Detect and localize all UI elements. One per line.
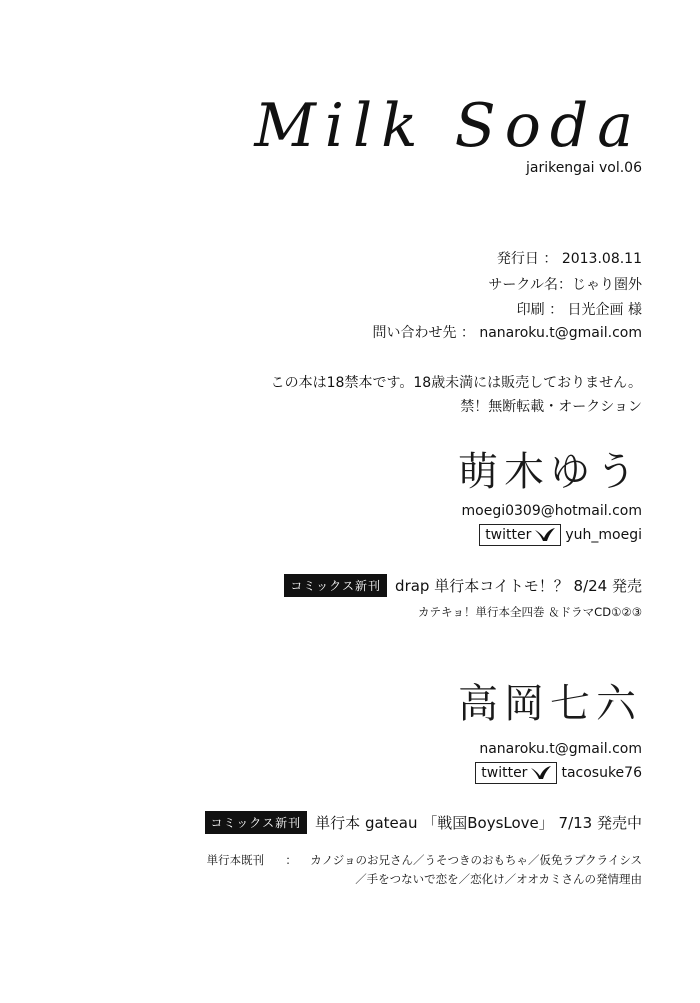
author-email: nanaroku.t@gmail.com bbox=[479, 741, 642, 757]
book-title: Milk Soda bbox=[254, 91, 642, 161]
twitter-row bbox=[475, 762, 642, 784]
colophon-sep: ： bbox=[549, 302, 564, 318]
colophon-printer bbox=[517, 299, 642, 319]
age-notice: この本は18禁本です。18歳未満には販売しておりません。 bbox=[270, 375, 642, 391]
author-name: 高岡七六 bbox=[458, 681, 642, 727]
twitter-label: twitter bbox=[485, 527, 532, 543]
author-email: moegi0309@hotmail.com bbox=[461, 503, 642, 519]
backlist-sep: ： bbox=[285, 853, 297, 867]
colophon-sep: ： bbox=[558, 277, 572, 293]
twitter-label: twitter bbox=[481, 765, 528, 781]
author-name: 萌木ゆう bbox=[458, 449, 642, 495]
colophon-label: サークル名 bbox=[488, 277, 558, 293]
new-release-badge: コミックス新刊 bbox=[205, 811, 308, 834]
bird-icon bbox=[534, 527, 556, 543]
release-text: 単行本 gateau 「戦国BoysLove」 7/13 発売中 bbox=[315, 814, 642, 832]
colophon-circle bbox=[488, 274, 642, 294]
twitter-handle: tacosuke76 bbox=[561, 765, 642, 781]
colophon-label: 問い合わせ先 bbox=[372, 325, 457, 341]
colophon-contact bbox=[372, 322, 642, 342]
bird-icon bbox=[530, 765, 552, 781]
colophon-label: 印刷 bbox=[516, 302, 545, 318]
backlist-label: 単行本既刊 bbox=[206, 853, 265, 867]
backlist-line: ／手をつないで恋を／恋化け／オオカミさんの発情理由 bbox=[355, 872, 642, 886]
twitter-badge bbox=[479, 524, 561, 546]
twitter-handle: yuh_moegi bbox=[565, 527, 642, 543]
backlist-line bbox=[207, 852, 642, 868]
colophon-label: 発行日 bbox=[496, 251, 539, 267]
new-release-badge: コミックス新刊 bbox=[284, 574, 387, 597]
release-extra: カテキョ！単行本全四巻 ＆ドラマCD①②③ bbox=[418, 605, 642, 619]
colophon-sep: ： bbox=[460, 325, 475, 341]
reprint-notice: 禁！無断転載・オークション bbox=[460, 399, 642, 415]
colophon-value: じゃり圏外 bbox=[572, 277, 642, 293]
book-subtitle: jarikengai vol.06 bbox=[525, 160, 642, 176]
colophon-sep: ： bbox=[543, 251, 558, 267]
twitter-badge bbox=[475, 762, 557, 784]
release-row bbox=[284, 574, 642, 597]
twitter-row bbox=[479, 524, 642, 546]
colophon-value: nanaroku.t@gmail.com bbox=[479, 325, 642, 341]
release-text: drap 単行本コイトモ！？ 8/24 発売 bbox=[395, 577, 642, 595]
release-row bbox=[205, 811, 642, 834]
colophon-date bbox=[497, 248, 642, 268]
colophon-value: 2013.08.11 bbox=[561, 251, 642, 267]
colophon-value: 日光企画 様 bbox=[567, 302, 642, 318]
backlist-titles: カノジョのお兄さん／うそつきのおもちゃ／仮免ラブクライシス bbox=[310, 853, 642, 867]
